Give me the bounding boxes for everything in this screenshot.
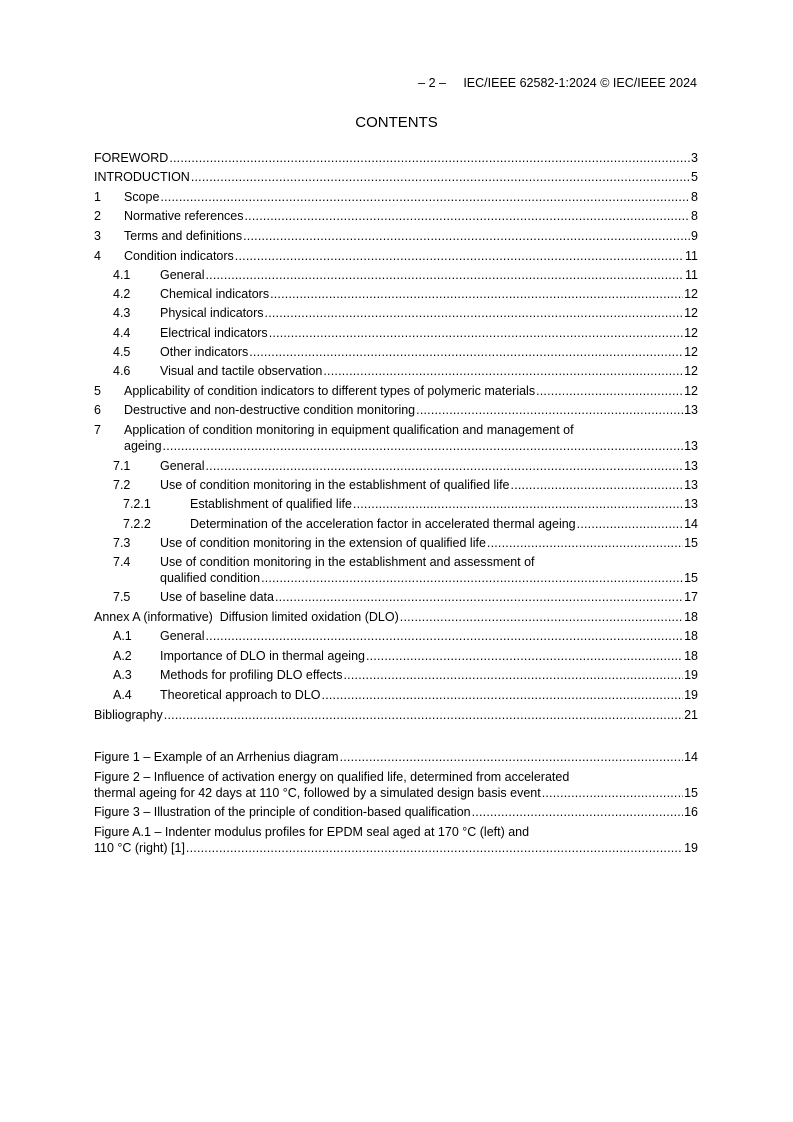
leader-dots (191, 170, 690, 185)
toc-entry-a-3[interactable] (94, 668, 698, 683)
toc-entry-annex-a[interactable] (94, 610, 698, 625)
toc-number: 7.2.1 (123, 497, 151, 512)
toc-label: Establishment of qualified life (190, 497, 352, 512)
toc-label: Applicability of condition indicators to different types of polymeric materials (124, 383, 536, 398)
leader-dots (340, 750, 684, 765)
toc-entry-1[interactable] (94, 190, 698, 205)
toc-number: 7 (94, 422, 101, 437)
toc-label-line-1: Figure A.1 – Indenter modulus profiles for EPDM seal aged at 170 °C (left) and (94, 825, 530, 840)
toc-label: Condition indicators (124, 248, 234, 263)
toc-page: 18 (684, 609, 698, 624)
toc-label: Use of baseline data (160, 590, 274, 605)
leader-dots (261, 571, 683, 586)
toc-entry-figure-1[interactable] (94, 750, 698, 765)
toc-entry-7-2-1[interactable] (94, 497, 698, 512)
toc-label: Visual and tactile observation (160, 364, 323, 379)
toc-page: 15 (684, 535, 698, 550)
toc-entry-7[interactable] (94, 423, 698, 455)
table-of-contents (94, 146, 698, 856)
toc-label: Scope (124, 189, 160, 204)
toc-page: 5 (691, 170, 698, 185)
toc-label-line-2: thermal ageing for 42 days at 110 °C, followed by a simulated design basis event (94, 785, 541, 800)
section-gap (94, 723, 698, 746)
toc-entry-4-2[interactable] (94, 287, 698, 302)
toc-label: Terms and definitions (124, 228, 243, 243)
toc-entry-4[interactable] (94, 249, 698, 264)
leader-dots (542, 786, 683, 801)
leader-dots (243, 229, 690, 244)
toc-entry-5[interactable] (94, 384, 698, 399)
toc-label-line-2: ageing (124, 439, 162, 454)
toc-entry-6[interactable] (94, 403, 698, 418)
toc-label: Normative references (124, 209, 244, 224)
leader-dots (245, 209, 691, 224)
page-title: CONTENTS (355, 114, 438, 131)
toc-page: 13 (684, 477, 698, 492)
toc-label: Use of condition monitoring in the extension of qualified life (160, 535, 486, 550)
leader-dots (205, 629, 683, 644)
toc-label: Destructive and non-destructive condition monitoring (124, 403, 416, 418)
toc-page: 18 (684, 629, 698, 644)
toc-entry-7-5[interactable] (94, 590, 698, 605)
toc-page: 11 (685, 267, 698, 282)
toc-number: A.3 (113, 668, 132, 683)
toc-label: Chemical indicators (160, 287, 270, 302)
toc-label: Annex A (informative) Diffusion limited oxidation (DLO) (94, 609, 399, 624)
leader-dots (275, 590, 683, 605)
toc-number: 7.3 (113, 535, 131, 550)
toc-number: 6 (94, 403, 101, 418)
toc-page: 9 (691, 228, 698, 243)
toc-entry-figure-a-1[interactable] (94, 825, 698, 856)
leader-dots (416, 403, 683, 418)
toc-entry-4-3[interactable] (94, 306, 698, 321)
toc-page: 12 (684, 364, 698, 379)
leader-dots (366, 649, 683, 664)
toc-entry-7-3[interactable] (94, 536, 698, 551)
toc-number: A.4 (113, 688, 132, 703)
toc-number: 7.2 (113, 477, 131, 492)
toc-label-line-1: Use of condition monitoring in the establishment and assessment of (160, 555, 535, 570)
toc-label: Use of condition monitoring in the establishment of qualified life (160, 477, 510, 492)
toc-label: Physical indicators (160, 306, 264, 321)
toc-label: Other indicators (160, 345, 249, 360)
toc-label-line-2: 110 °C (right) [1] (94, 841, 185, 856)
toc-number: A.2 (113, 648, 132, 663)
leader-dots (160, 190, 690, 205)
toc-page: 19 (684, 841, 698, 856)
leader-dots (186, 841, 683, 856)
toc-number: 7.4 (113, 555, 131, 570)
toc-number: 7.2.2 (123, 516, 151, 531)
page-header: – 2 – IEC/IEEE 62582-1:2024 © IEC/IEEE 2024 (418, 76, 697, 90)
toc-label-line-1: Figure 2 – Influence of activation energy on qualified life, determined from accelerated (94, 769, 570, 784)
toc-entry-a-2[interactable] (94, 649, 698, 664)
toc-number: 7.5 (113, 590, 131, 605)
toc-entry-introduction[interactable] (94, 170, 698, 185)
toc-label: Determination of the acceleration factor in accelerated thermal ageing (190, 516, 576, 531)
toc-page: 17 (684, 590, 698, 605)
toc-label: Figure 3 – Illustration of the principle of condition-based qualification (94, 805, 471, 820)
toc-number: 4.6 (113, 364, 131, 379)
toc-number: 5 (94, 383, 101, 398)
toc-page: 13 (684, 458, 698, 473)
toc-number: A.1 (113, 629, 132, 644)
toc-page: 12 (684, 325, 698, 340)
toc-entry-3[interactable] (94, 229, 698, 244)
toc-page: 15 (684, 571, 698, 586)
toc-label-line-1: Application of condition monitoring in equipment qualification and management of (124, 422, 574, 437)
leader-dots (577, 517, 683, 532)
leader-dots (400, 610, 683, 625)
toc-number: 4.1 (113, 267, 131, 282)
toc-entry-7-4[interactable] (94, 555, 698, 586)
toc-label: Bibliography (94, 707, 163, 722)
toc-page: 18 (684, 648, 698, 663)
toc-label: Methods for profiling DLO effects (160, 668, 343, 683)
toc-entry-7-2[interactable] (94, 478, 698, 493)
toc-label: General (160, 267, 205, 282)
toc-number: 4 (94, 248, 101, 263)
leader-dots (323, 364, 683, 379)
leader-dots (205, 268, 684, 283)
toc-label: Theoretical approach to DLO (160, 688, 321, 703)
toc-number: 2 (94, 209, 101, 224)
toc-entry-a-4[interactable] (94, 688, 698, 703)
toc-page: 8 (691, 189, 698, 204)
toc-page: 11 (685, 248, 698, 263)
toc-label: INTRODUCTION (94, 170, 190, 185)
toc-page: 19 (684, 668, 698, 683)
toc-entry-bibliography[interactable] (94, 708, 698, 723)
toc-label: Electrical indicators (160, 325, 268, 340)
toc-entry-4-5[interactable] (94, 345, 698, 360)
toc-page: 14 (684, 516, 698, 531)
toc-page: 13 (684, 439, 698, 454)
leader-dots (344, 668, 684, 683)
toc-page: 12 (684, 287, 698, 302)
leader-dots (353, 497, 683, 512)
leader-dots (511, 478, 684, 493)
toc-number: 4.4 (113, 325, 131, 340)
toc-label: Figure 1 – Example of an Arrhenius diagram (94, 750, 339, 765)
toc-page: 12 (684, 306, 698, 321)
toc-entry-4-6[interactable] (94, 364, 698, 379)
toc-number: 1 (94, 189, 101, 204)
toc-entry-4-1[interactable] (94, 268, 698, 283)
leader-dots (487, 536, 683, 551)
leader-dots (322, 688, 684, 703)
toc-number: 4.3 (113, 306, 131, 321)
toc-entry-foreword[interactable] (94, 151, 698, 166)
leader-dots (235, 249, 684, 264)
toc-page: 16 (684, 805, 698, 820)
toc-label: General (160, 458, 205, 473)
toc-entry-7-1[interactable] (94, 459, 698, 474)
toc-page: 15 (684, 785, 698, 800)
toc-label: Importance of DLO in thermal ageing (160, 648, 365, 663)
leader-dots (205, 459, 683, 474)
toc-page: 19 (684, 688, 698, 703)
toc-label: FOREWORD (94, 150, 169, 165)
toc-page: 3 (691, 150, 698, 165)
toc-entry-figure-3[interactable] (94, 805, 698, 820)
toc-entry-4-4[interactable] (94, 326, 698, 341)
leader-dots (536, 384, 683, 399)
leader-dots (270, 287, 683, 302)
toc-page: 13 (684, 497, 698, 512)
leader-dots (249, 345, 683, 360)
leader-dots (163, 439, 684, 454)
leader-dots (472, 805, 683, 820)
toc-number: 4.2 (113, 287, 131, 302)
toc-entry-figure-2[interactable] (94, 770, 698, 801)
toc-page: 12 (684, 345, 698, 360)
toc-label: General (160, 629, 205, 644)
toc-entry-7-2-2[interactable] (94, 517, 698, 532)
toc-number: 7.1 (113, 458, 131, 473)
toc-page: 8 (691, 209, 698, 224)
toc-page: 12 (684, 383, 698, 398)
toc-label-line-2: qualified condition (160, 571, 261, 586)
toc-number: 4.5 (113, 345, 131, 360)
toc-number: 3 (94, 228, 101, 243)
toc-page: 13 (684, 403, 698, 418)
leader-dots (164, 708, 683, 723)
leader-dots (169, 151, 690, 166)
leader-dots (269, 326, 683, 341)
toc-page: 14 (684, 750, 698, 765)
toc-page: 21 (684, 707, 698, 722)
toc-entry-2[interactable] (94, 209, 698, 224)
leader-dots (265, 306, 684, 321)
toc-entry-a-1[interactable] (94, 629, 698, 644)
